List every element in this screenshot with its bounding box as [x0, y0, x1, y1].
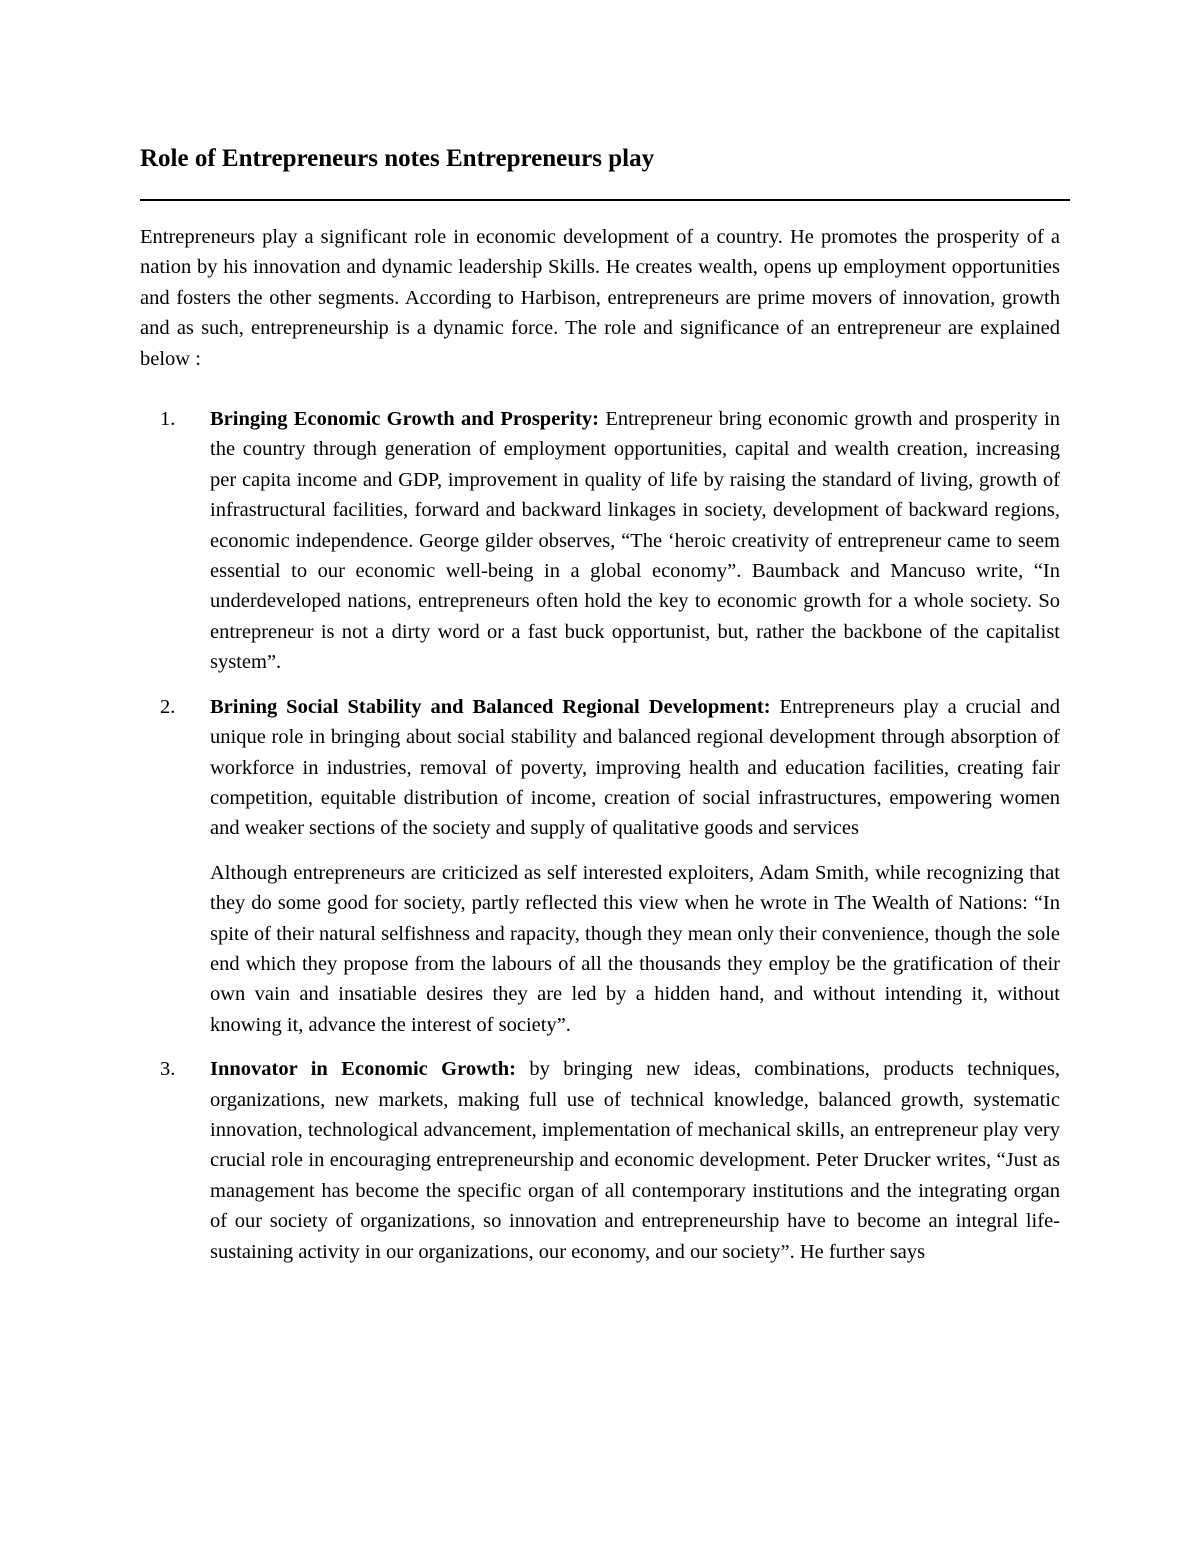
list-item-text — [210, 692, 1060, 844]
list-number: 1. — [160, 408, 176, 431]
list-item-1 — [140, 404, 1060, 678]
list-item-extra-paragraph: Although entrepreneurs are criticized as self interested exploiters, Adam Smith, while recognizing that they do some good for society, partly reflected this view when he wrote in The Wealth of Nations: “In spite of their natural selfishness and rapacity, though they mean only their convenience, though the sole end which they propose from the labours of all the thousands they employ be the gratification of their own vain and insatiable desires they are led by a hidden hand, and without intending it, without knowing it, advance the interest of society”. — [210, 861, 1060, 1036]
list-item-body: Entrepreneur bring economic growth and prosperity in the country through generation of employment opportunities, capital and wealth creation, increasing per capita income and GDP, improvement in quality of life by raising the standard of living, growth of infrastructural facilities, forward and backward linkages in society, development of backward regions, economic independence. George gilder observes, “The ‘heroic creativity of entrepreneur came to seem essential to our economic well-being in a global economy”. Baumback and Mancuso write, “In underdeveloped nations, entrepreneurs often hold the key to economic growth for a whole society. So entrepreneur is not a dirty word or a fast buck opportunist, but, rather the backbone of the capitalist system”. — [210, 408, 1060, 674]
list-number: 2. — [160, 695, 176, 718]
list-item-heading: Innovator in Economic Growth: — [210, 1058, 516, 1081]
intro-paragraph: Entrepreneurs play a significant role in economic development of a country. He promotes the prosperity of a nation by his innovation and dynamic leadership Skills. He creates wealth, opens up employment opportunities and fosters the other segments. According to Harbison, entrepreneurs are prime movers of innovation, growth and as such, entrepreneurship is a dynamic force. The role and significance of an entrepreneur are explained below : — [140, 226, 1060, 370]
title-divider — [140, 199, 1070, 201]
list-item-heading: Brining Social Stability and Balanced Regional Development: — [210, 695, 771, 718]
list-item-3 — [140, 1054, 1060, 1267]
list-item-body: Entrepreneurs play a crucial and unique role in bringing about social stability and balanced regional development through absorption of workforce in industries, removal of poverty, improving health and education facilities, creating fair competition, equitable distribution of income, creation of social infrastructures, empowering women and weaker sections of the society and supply of qualitative goods and services — [210, 695, 1060, 840]
list-item-2 — [140, 692, 1060, 1040]
list-item-text — [210, 404, 1060, 678]
list-item-body: by bringing new ideas, combinations, products techniques, organizations, new markets, making full use of technical knowledge, balanced growth, systematic innovation, technological advancement, implementation of mechanical skills, an entrepreneur play very crucial role in encouraging entrepreneurship and economic development. Peter Drucker writes, “Just as management has become the specific organ of all contemporary institutions and the integrating organ of our society of organizations, so innovation and entrepreneurship have to become an integral life-sustaining activity in our organizations, our economy, and our society”. He further says — [210, 1058, 1061, 1263]
page-title: Role of Entrepreneurs notes Entrepreneurs play — [140, 145, 655, 172]
document-body — [140, 222, 1060, 1281]
list-item-heading: Bringing Economic Growth and Prosperity: — [210, 408, 600, 431]
list-number: 3. — [160, 1058, 176, 1081]
list-item-text — [210, 1054, 1060, 1267]
